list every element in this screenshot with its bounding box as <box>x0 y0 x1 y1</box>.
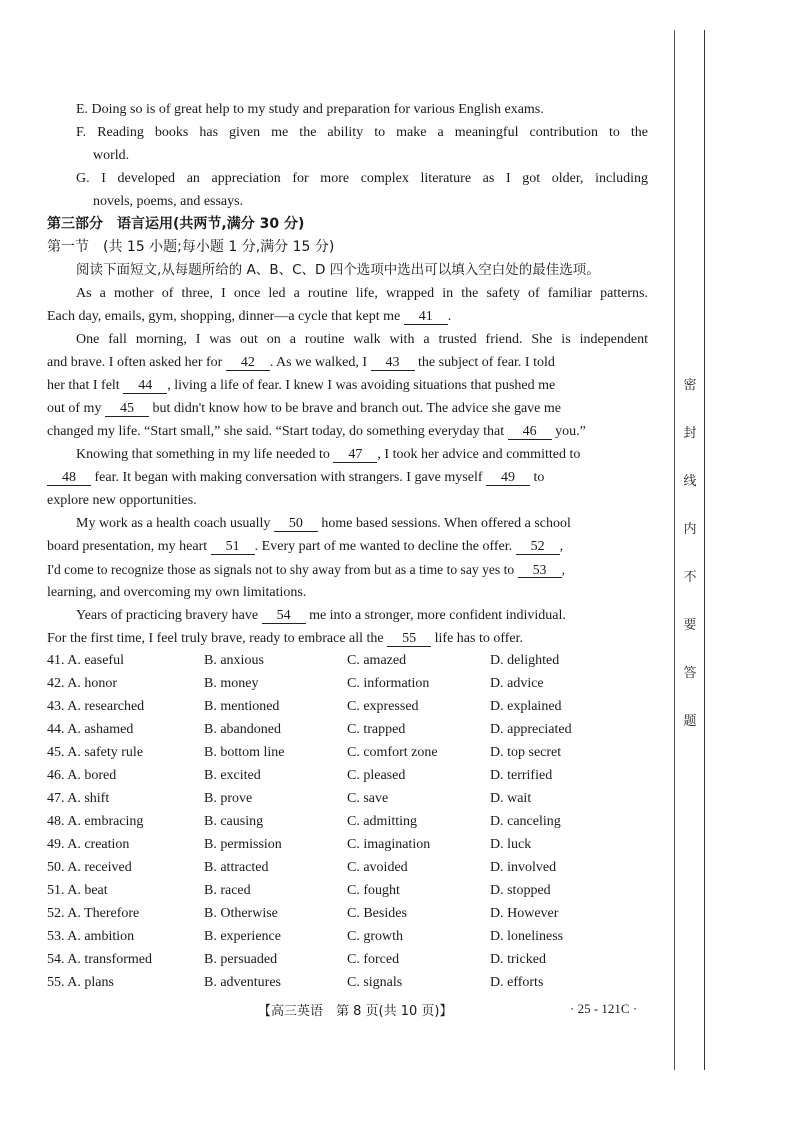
passage-line: explore new opportunities. <box>47 493 197 508</box>
text: , <box>561 562 565 577</box>
seal-char: 答 <box>683 666 697 681</box>
text: . Every part of me wanted to decline the offer. <box>254 539 513 554</box>
passage-line <box>47 424 586 440</box>
choice-c: C. pleased <box>347 768 406 783</box>
passage-line <box>76 447 580 463</box>
choice-d: D. canceling <box>490 814 561 829</box>
seal-line <box>674 30 675 1070</box>
text: , living a life of fear. I knew I was avoiding situations that pushed me <box>167 378 556 393</box>
choice-c: C. save <box>347 791 389 806</box>
choice-a: 54. A. transformed <box>47 952 152 967</box>
question-row <box>47 860 627 878</box>
choice-c: C. signals <box>347 975 403 990</box>
blank-51: 51 <box>211 540 255 555</box>
choice-a: 41. A. easeful <box>47 653 124 668</box>
choice-c: C. admitting <box>347 814 417 829</box>
choice-d: D. terrified <box>490 768 553 783</box>
choice-b: B. experience <box>204 929 281 944</box>
option-f-line1: F. Reading books has given me the ability to make a meaningful contribution to the <box>76 125 648 140</box>
choice-b: B. anxious <box>204 653 264 668</box>
choice-a: 49. A. creation <box>47 837 130 852</box>
option-g-line2: novels, poems, and essays. <box>93 194 244 209</box>
choice-c: C. trapped <box>347 722 406 737</box>
choice-b: B. excited <box>204 768 261 783</box>
choice-b: B. persuaded <box>204 952 278 967</box>
choice-c: C. imagination <box>347 837 431 852</box>
seal-char: 密 <box>683 378 697 393</box>
option-g-line1: G. I developed an appreciation for more complex literature as I got older, including <box>76 171 648 186</box>
blank-44: 44 <box>123 379 167 394</box>
exam-code: · 25 - 121C · <box>570 1001 638 1016</box>
text: changed my life. “Start small,” she said. “Start today, do something everyday that <box>47 424 505 439</box>
choice-b: B. money <box>204 676 259 691</box>
choice-c: C. expressed <box>347 699 419 714</box>
text: to <box>533 470 545 485</box>
choice-a: 45. A. safety rule <box>47 745 144 760</box>
option-e: E. Doing so is of great help to my study and preparation for various English exams. <box>76 102 544 117</box>
choice-d: D. explained <box>490 699 562 714</box>
passage-line <box>47 355 555 371</box>
question-row <box>47 814 627 832</box>
choice-a: 44. A. ashamed <box>47 722 134 737</box>
blank-48: 48 <box>47 471 91 486</box>
choice-a: 48. A. embracing <box>47 814 144 829</box>
seal-notice <box>680 362 700 746</box>
question-row <box>47 699 627 717</box>
choice-b: B. permission <box>204 837 282 852</box>
question-row <box>47 653 627 671</box>
choice-b: B. attracted <box>204 860 269 875</box>
passage-line <box>76 608 566 624</box>
text: life has to offer. <box>434 631 524 646</box>
question-row <box>47 745 627 763</box>
passage-line <box>47 401 561 417</box>
blank-46: 46 <box>508 425 552 440</box>
choice-a: 51. A. beat <box>47 883 108 898</box>
choice-d: D. tricked <box>490 952 546 967</box>
passage-line: As a mother of three, I once led a routine life, wrapped in the safety of familiar patterns. <box>76 286 648 301</box>
question-row <box>47 883 627 901</box>
choice-a: 52. A. Therefore <box>47 906 140 921</box>
text: I'd come to recognize those as signals not to shy away from but as a time to say yes to <box>47 562 515 577</box>
text: . As we walked, I <box>269 355 368 370</box>
choice-c: C. amazed <box>347 653 407 668</box>
question-row <box>47 837 627 855</box>
seal-char: 要 <box>683 618 697 633</box>
choice-c: C. fought <box>347 883 400 898</box>
choice-d: D. top secret <box>490 745 562 760</box>
choice-d: D. efforts <box>490 975 544 990</box>
blank-54: 54 <box>262 609 306 624</box>
question-row <box>47 906 627 924</box>
question-row <box>47 676 627 694</box>
choice-d: D. advice <box>490 676 544 691</box>
text: fear. It began with making conversation with strangers. I gave myself <box>94 470 483 485</box>
passage-line <box>47 470 544 486</box>
text: Each day, emails, gym, shopping, dinner—a cycle that kept me <box>47 309 401 324</box>
instruction: 阅读下面短文,从每题所给的 A、B、C、D 四个选项中选出可以填入空白处的最佳选项。 <box>76 262 600 278</box>
choice-b: B. mentioned <box>204 699 280 714</box>
choice-c: C. avoided <box>347 860 408 875</box>
choice-a: 53. A. ambition <box>47 929 135 944</box>
choice-a: 43. A. researched <box>47 699 145 714</box>
passage-line <box>47 378 555 394</box>
blank-45: 45 <box>105 402 149 417</box>
seal-line-outer <box>704 30 705 1070</box>
question-row <box>47 722 627 740</box>
option-f-line2: world. <box>93 148 130 163</box>
choice-b: B. adventures <box>204 975 281 990</box>
question-row <box>47 952 627 970</box>
choice-b: B. prove <box>204 791 253 806</box>
choice-c: C. growth <box>347 929 403 944</box>
text: board presentation, my heart <box>47 539 208 554</box>
blank-43: 43 <box>371 356 415 371</box>
section1-title: 第一节 (共 15 小题;每小题 1 分,满分 15 分) <box>47 239 335 255</box>
blank-47: 47 <box>333 448 377 463</box>
choice-d: D. However <box>490 906 559 921</box>
text: you.” <box>555 424 586 439</box>
choice-b: B. abandoned <box>204 722 281 737</box>
text: Years of practicing bravery have <box>76 608 259 623</box>
choice-d: D. stopped <box>490 883 551 898</box>
text: but didn't know how to be brave and branch out. The advice she gave me <box>152 401 561 416</box>
blank-42: 42 <box>226 356 270 371</box>
choice-d: D. loneliness <box>490 929 564 944</box>
text: , <box>559 539 564 554</box>
part3-title: 第三部分 语言运用(共两节,满分 30 分) <box>47 216 305 232</box>
passage-line <box>47 539 563 555</box>
choice-d: D. appreciated <box>490 722 572 737</box>
question-row <box>47 768 627 786</box>
choice-a: 50. A. received <box>47 860 132 875</box>
passage-line: learning, and overcoming my own limitations. <box>47 585 307 600</box>
choice-b: B. raced <box>204 883 251 898</box>
choice-c: C. Besides <box>347 906 407 921</box>
seal-char: 封 <box>683 426 697 441</box>
blank-50: 50 <box>274 517 318 532</box>
choice-b: B. Otherwise <box>204 906 278 921</box>
text: the subject of fear. I told <box>418 355 555 370</box>
text: Knowing that something in my life needed to <box>76 447 330 462</box>
text: home based sessions. When offered a school <box>321 516 571 531</box>
text: . <box>447 309 452 324</box>
seal-char: 线 <box>683 474 697 489</box>
blank-52: 52 <box>516 540 560 555</box>
blank-49: 49 <box>486 471 530 486</box>
choice-a: 47. A. shift <box>47 791 110 806</box>
choice-c: C. comfort zone <box>347 745 438 760</box>
passage-line <box>76 516 571 532</box>
text: , I took her advice and committed to <box>377 447 581 462</box>
page-footer: 【高三英语 第 8 页(共 10 页)】 <box>258 1004 453 1019</box>
passage-line: One fall morning, I was out on a routine walk with a trusted friend. She is independent <box>76 332 648 347</box>
passage-line <box>47 631 523 647</box>
text: For the first time, I feel truly brave, ready to embrace all the <box>47 631 384 646</box>
choice-b: B. bottom line <box>204 745 285 760</box>
text: me into a stronger, more confident individual. <box>309 608 566 623</box>
blank-53: 53 <box>518 563 562 578</box>
choice-a: 55. A. plans <box>47 975 114 990</box>
text: My work as a health coach usually <box>76 516 271 531</box>
choice-d: D. luck <box>490 837 532 852</box>
choice-c: C. forced <box>347 952 400 967</box>
text: her that I felt <box>47 378 120 393</box>
blank-41: 41 <box>404 310 448 325</box>
choice-a: 46. A. bored <box>47 768 117 783</box>
blank-55: 55 <box>387 632 431 647</box>
text: out of my <box>47 401 102 416</box>
seal-char: 题 <box>683 714 697 729</box>
question-row <box>47 791 627 809</box>
choice-b: B. causing <box>204 814 264 829</box>
passage-line <box>47 562 565 578</box>
choice-d: D. wait <box>490 791 532 806</box>
question-row <box>47 929 627 947</box>
choice-d: D. delighted <box>490 653 560 668</box>
text: and brave. I often asked her for <box>47 355 223 370</box>
passage-line <box>47 309 451 325</box>
question-row <box>47 975 627 993</box>
seal-char: 内 <box>683 522 697 537</box>
choice-c: C. information <box>347 676 430 691</box>
seal-char: 不 <box>683 570 697 585</box>
choice-a: 42. A. honor <box>47 676 117 691</box>
choice-d: D. involved <box>490 860 557 875</box>
